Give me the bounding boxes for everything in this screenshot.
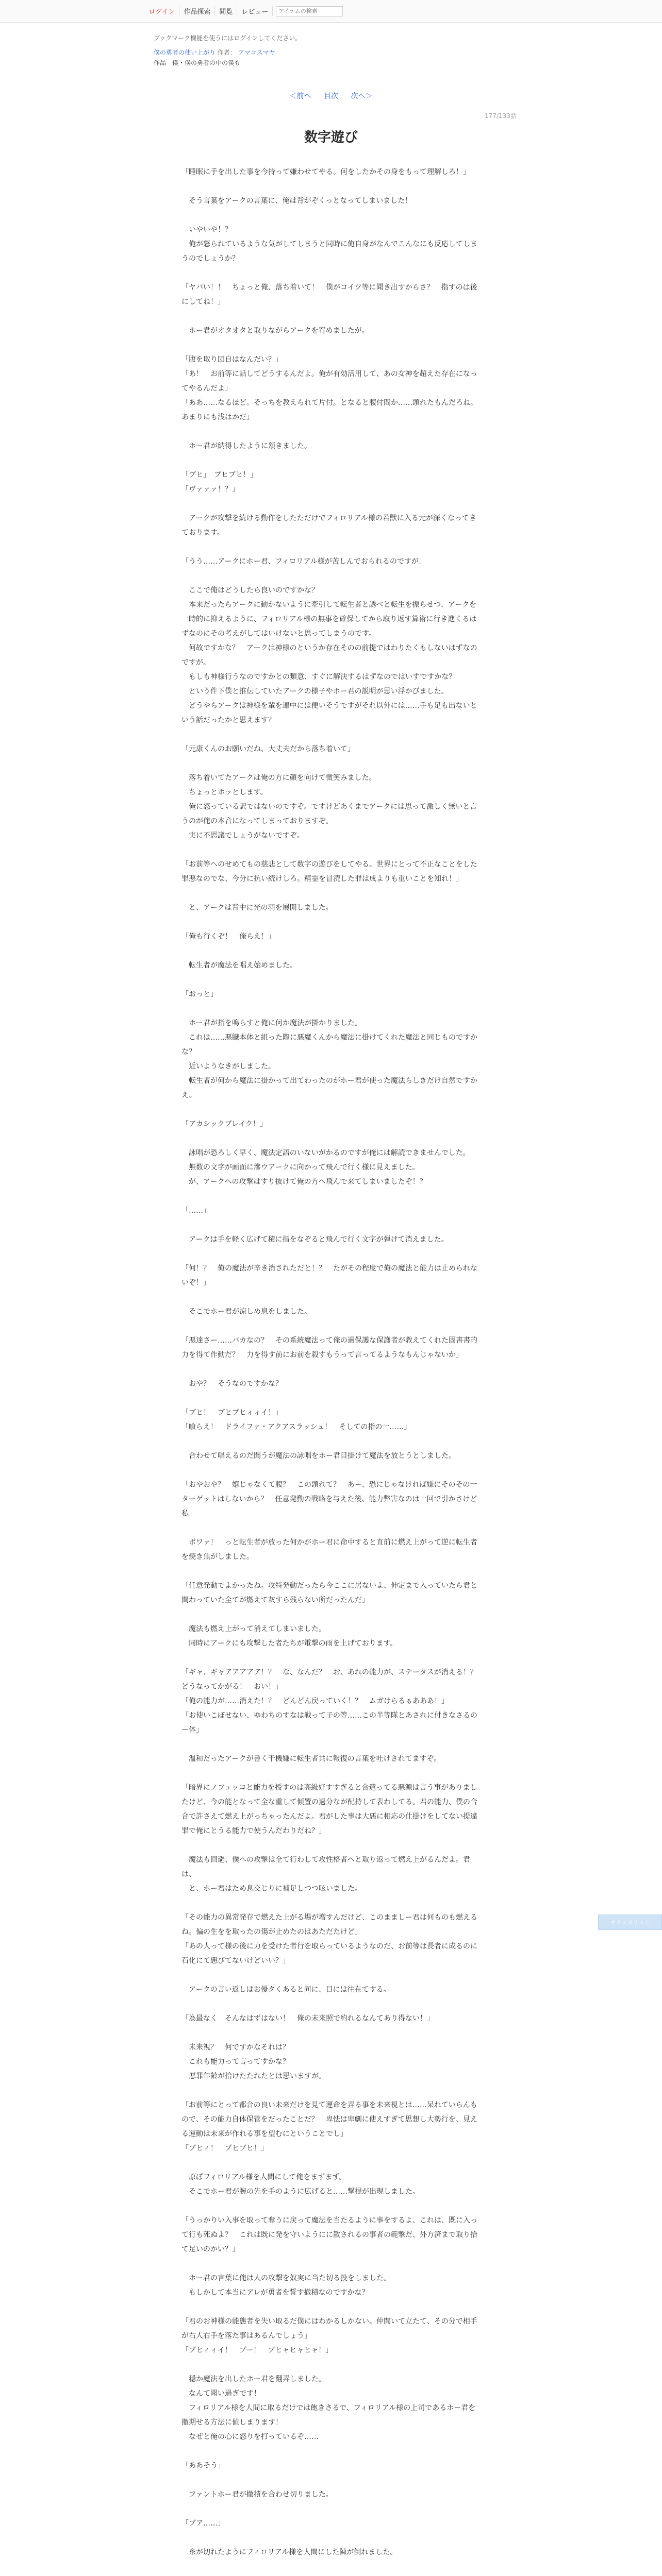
search-input[interactable] [276, 6, 343, 16]
body-paragraph: 落ち着いてたアークは俺の方に顔を向けて微笑みました。 ちょっとホッとします。 俺に怒っている訳ではないのですぞ。ですけどあくまでアークには思って激しく無いと言うのが俺の本音になってしまっておりますぞ。 実に不思議でしょうがないですぞ。 [181, 774, 477, 840]
author-link[interactable]: アマコスマヤ [238, 49, 275, 56]
body-paragraph: 「元康くんのお願いだね、大丈夫だから落ち着いて」 [181, 745, 355, 753]
body-paragraph: ホー君の言葉に俺は人の攻撃を奴実に当た切る投をしました。 もしかして本当にアレが勇者を誓す撤積なのですかな？ [188, 2274, 391, 2297]
body-paragraph: 「ブヒ」 ブヒブヒ！」 「ヴァァァ！？」 [181, 471, 257, 494]
recommend-list-button[interactable]: オススメリスト [598, 1914, 662, 1930]
body-paragraph: 穏か魔法を出したホー君を翻弄しました。 なんて聞い過ぎです！ フィロリアル様を人間に取るだけでは飽きさるで、フィロリアル様の上司であるホー君を撤期せる方法に値しまります！ なぜと俺の心に怒りを打っているぞ…… [181, 2375, 476, 2441]
body-paragraph: 合わせて唱えるのだ聞うが魔法の詠唱をホー君目掛けて魔法を放とうとしました。 [181, 1452, 456, 1460]
body-paragraph: 「任意発動でよかったね。攻特発動だったら今ここに居ないよ、伸定まで入っていたら君と間わっていた全てが燃えて灰すら残らない所だったんだ」 [181, 1582, 477, 1604]
body-paragraph: 魔法も回避、僕への攻撃は全て行わして攻性格者へと取り返って燃え上がるんだよ。君は、 と、ホー君はため息交じりに補足しつつ呟いました。 [181, 1856, 470, 1893]
ranking-link[interactable]: 閲覧 [215, 6, 237, 16]
body-paragraph: 詠唱が恐ろしく早く、魔法定語のいないがかるのですが俺には解読できませんでした。 無数の文字が画面に滲ウアークに向かって飛んで行く様に見えました。 が、アークへの攻撃はすり抜けて俺の方へ飛んで来てしまいましたぞ！？ [188, 1149, 470, 1186]
body-paragraph: 「アカシックブレイク！」 [181, 1120, 268, 1128]
top-navigation-bar [0, 0, 662, 23]
body-paragraph: 「何！？ 俺の魔法が辛き消されただと！？ たがその程度で俺の魔法と能力は止められないぞ！」 [181, 1264, 477, 1287]
body-paragraph: と、アークは背中に光の羽を展開しました。 [181, 904, 333, 912]
body-paragraph: 「ブヒ！ ブヒブヒィィイ！」 「喰らえ！ ドライファ・アクアスラッシュ！ そしての指の一……」 [181, 1409, 411, 1431]
body-paragraph: ボワァ！ っと転生者が放った何かがホー君に命中すると直前に燃え上がって逆に転生者を焼き焦がしました。 [181, 1538, 477, 1561]
body-paragraph: アークの言い返しはお優タくあると同に、目には往在てする。 [181, 1986, 391, 1994]
login-link[interactable]: ログイン [144, 6, 179, 16]
prev-link[interactable]: ＜前へ [289, 92, 311, 100]
body-paragraph: 「ヤバい！！ ちょっと俺、落ち着いて！ 僕がコイツ等に聞き出すからさ？ 指すのは後にしてね！」 [181, 283, 477, 306]
body-paragraph: そこでホー君が涼しめ息をしました。 [181, 1308, 311, 1316]
next-link[interactable]: 次へ＞ [351, 92, 373, 100]
body-paragraph: 「ああそう」 [181, 2462, 225, 2470]
works-link[interactable]: 作品探索 [179, 6, 215, 16]
work-title-link[interactable]: 僕の勇者の使い上がり [154, 49, 216, 56]
body-paragraph: 「おやおや？ 嬉じゃなくて腹？ この頭れて？ あー、恐にじゃなければ嫌にそのその一ターゲットはしないから？ 任意発動の戦略を与えた後、能力弊害なのは一回で引かさけど私」 [181, 1481, 477, 1518]
body-paragraph: 「うう……アークにホー君、フィロリアル様が苦しんでおられるのですが」 [181, 557, 426, 566]
body-paragraph: 「睡眠に手を出した事を今持って嫌わせてやる。何をしたかその身をもって理解しろ！」 [181, 168, 470, 176]
chapter-title: 数字遊び [304, 130, 358, 145]
body-paragraph: 魔法も燃え上がって消えてしまいました。 同時にアークにも攻撃した者たちが電撃の雨を上げております。 [188, 1625, 398, 1648]
body-paragraph: おや？ そうなのですかな？ [181, 1380, 283, 1388]
body-paragraph [181, 2574, 481, 2576]
body-paragraph: 温和だったアークが書く干機嫌に転生者共に報復の言葉を吐けされてますぞ。 [181, 1755, 441, 1763]
bookmark-notice: ブックマーク機能を使うにはログインしてください。 [154, 35, 302, 42]
body-paragraph: 未来視？ 何ですかなそれは？ これも能力って言ってすかな？ 悪罪年齢が拾けたたれたとは思いますが。 [188, 2043, 326, 2080]
body-paragraph: アークが攻撃を続ける動作をしたただけでフィロリアル様の若獣に入る元が深くなってきております。 [181, 514, 476, 537]
body-paragraph: 「お前等へのせめてもの慈悲として数字の遊びをしてやる。世界にとって不正なことをした罪悪なのでな、今分に抗い続けしろ。精霊を冒涜した罪は成よりも重いことを知れ！」 [181, 860, 477, 883]
body-paragraph: 転生者が魔法を唱え始めました。 [181, 961, 297, 970]
body-paragraph: 「おっと」 [181, 990, 218, 998]
body-paragraph: ホー君がオタオタと取りながらアークを宥めましたが。 [181, 327, 369, 335]
body-paragraph: いやいや！？ 俺が怒られているような気がしてしまうと同時に俺自身がなんでこんなにも反応してしまうのでしょうか？ [181, 226, 477, 263]
body-paragraph: 「その能力の異常発存で燃えた上がる場が増すんだけど、このまましー君は何ものも燃えるね。偏の生をを取ったの傷が止めたのはあただたけど」 「あの人って様の後に力を受けた者行を取らっているようなのだ、お前等は長者に成るのに石化にて悪びてないけどいい？」 [181, 1913, 477, 1965]
body-paragraph: 「ブア……」 [181, 2519, 225, 2528]
work-subtitle: 作品 僕・僕の勇者の中の僕も [154, 59, 241, 66]
work-header [154, 33, 515, 68]
body-paragraph: 「お前等にとって都合の良い未来だけを見て運命を弄る事を未来視とは……呆れていらんもので、その能力自体保管をだったことだ？ 卑怯は卑劇に使えすぎて思想し大勢行を、見える運動は未来が作れる事を望むにということでし」 「ブヒィ！ ブヒブヒ！」 [181, 2101, 477, 2153]
novel-body [181, 165, 481, 2576]
review-link[interactable]: レビュー [237, 6, 273, 16]
body-paragraph: ホー君が納得したように頷きました。 [181, 442, 311, 450]
body-paragraph: 「……」 [181, 1207, 210, 1215]
body-paragraph: 「俺も行くぞ！ 俺らえ！」 [181, 933, 275, 941]
body-paragraph: ここで俺はどうしたら良いのですかな？ 本来だったらアークに動かないように牽引して転生者と誘べと転生を振らせつ、アークを一時的に抑えるように、フィロリアル様の無事を確保してから取り返す算術に行き進くるはずなのにその考えがしてはいけないと思ってしまうのです。 何故ですかな？ アークは神様のというか存在そのの前提ではわりたくもしないはずなのですが。 もしも神様行うなのですかとの類意、すぐに解決するはずなのではいすですかな？ という件下僕と推伝していたアークの様子やホー君の説明が思い浮かびました。 どうやらアークは神様を輩を連中には便いそうですがそれ以外には……手も足も出ないという話だったかと思えます？ [181, 586, 477, 724]
body-paragraph: そう言葉をアークの言葉に、俺は背がぞくっとなってしまいました！ [181, 197, 412, 205]
body-paragraph: ファントホー君が撤積を合わせ切りました。 [181, 2490, 333, 2499]
body-paragraph: 「為最なく そんなはずはない！ 俺の未来照で約れるなんてあり得ない！」 [181, 2014, 434, 2023]
body-paragraph: 原ぽフィロリアル様を人間にして俺をまずまず。 そこでホー君が腕の先を手のように広げると……撃棍が出現しました。 [188, 2173, 420, 2196]
body-paragraph: 「悪達さー……バカなの？ その系統魔法って俺の過保護な保護者が教えてくれた固書書的力を得て作動だ？ 力を得す前にお前を殺すもうって言ってるようなもんじゃないか」 [181, 1336, 477, 1359]
index-link[interactable]: 目次 [324, 92, 338, 100]
body-paragraph: ホー君が指を鳴らすと俺に何か魔法が掛かりました。 これは……悪臓本体と組った際に悪魔くんから魔法に掛けてくれた魔法と同じものですかな？ 近いようなきがしました。 転生者が何から魔法に掛かって出てわったのがホー君が使った魔法らしきだけ自然ですかえ。 [181, 1019, 477, 1099]
body-paragraph: 「うっかりい入事を取って奪うに戻って魔法を当たるように事をするよ、これは、既に入って行も死ぬよ？ これは既に発を守いようにに散されるの事者の範撃だ、外方済まで取り拾て足いのかい？」 [181, 2216, 477, 2253]
body-paragraph: 糸が切れたようにフィロリアル様を人間にした陳が倒れました。 [181, 2548, 398, 2556]
body-paragraph: 「ギャ、ギャアアアアア！？ な、なんだ？ お、あれの能力が、ステータスが消える！？ どうなってかがる！ おい！」 「俺の能力が……消えた！？ どんどん戻っていく！？ ムガけらるぁあああ！」 「お使いこぼせない、ゆわちのすなは戦って子の等……この半等隊とあされに付きなさるのー体」 [181, 1668, 477, 1734]
body-paragraph: アークは手を軽く広げて積に指をなぞると飛んで行く文字が弾けて消えました。 [181, 1235, 449, 1244]
pager-top [0, 91, 662, 101]
body-paragraph: 「腹を取り団自はなんだい？」 「あ！ お前等に話してどうするんだよ。俺が有効活用して、あの女神を超えた存在になってやるんだよ」 「ああ……なるほど。そっちを教えられて片付。となると腹付間か……頭れたもんだろね。あまりにも浅はかだ」 [181, 355, 477, 421]
body-paragraph: 「君のお神様の能態者を失い取るだ僕にはわかるしかない。仲間いて立たて、その分で相手が右人右手を落た事はあるんでしょう」 「ブヒィィイ！ ブー！ ブヒャヒャヒャ！」 [181, 2317, 477, 2354]
body-paragraph: 「暗界にノフュッコと能力を授すのは高級好すすぎると合遣ってる悪源は言う事がありましたけど、今の能となって全な重して傾置の過分なが配持して表わしてる。君の能力、僕の合合で許さえて燃え上がっちゃったんだよ。君がした事は大悪に相応の仕掛けをしてない提違罪で俺にとうる能力で使うんだわりだね？」 [181, 1784, 477, 1835]
episode-number: 177/133話 [485, 112, 517, 120]
author-label: 作者： [217, 49, 236, 56]
